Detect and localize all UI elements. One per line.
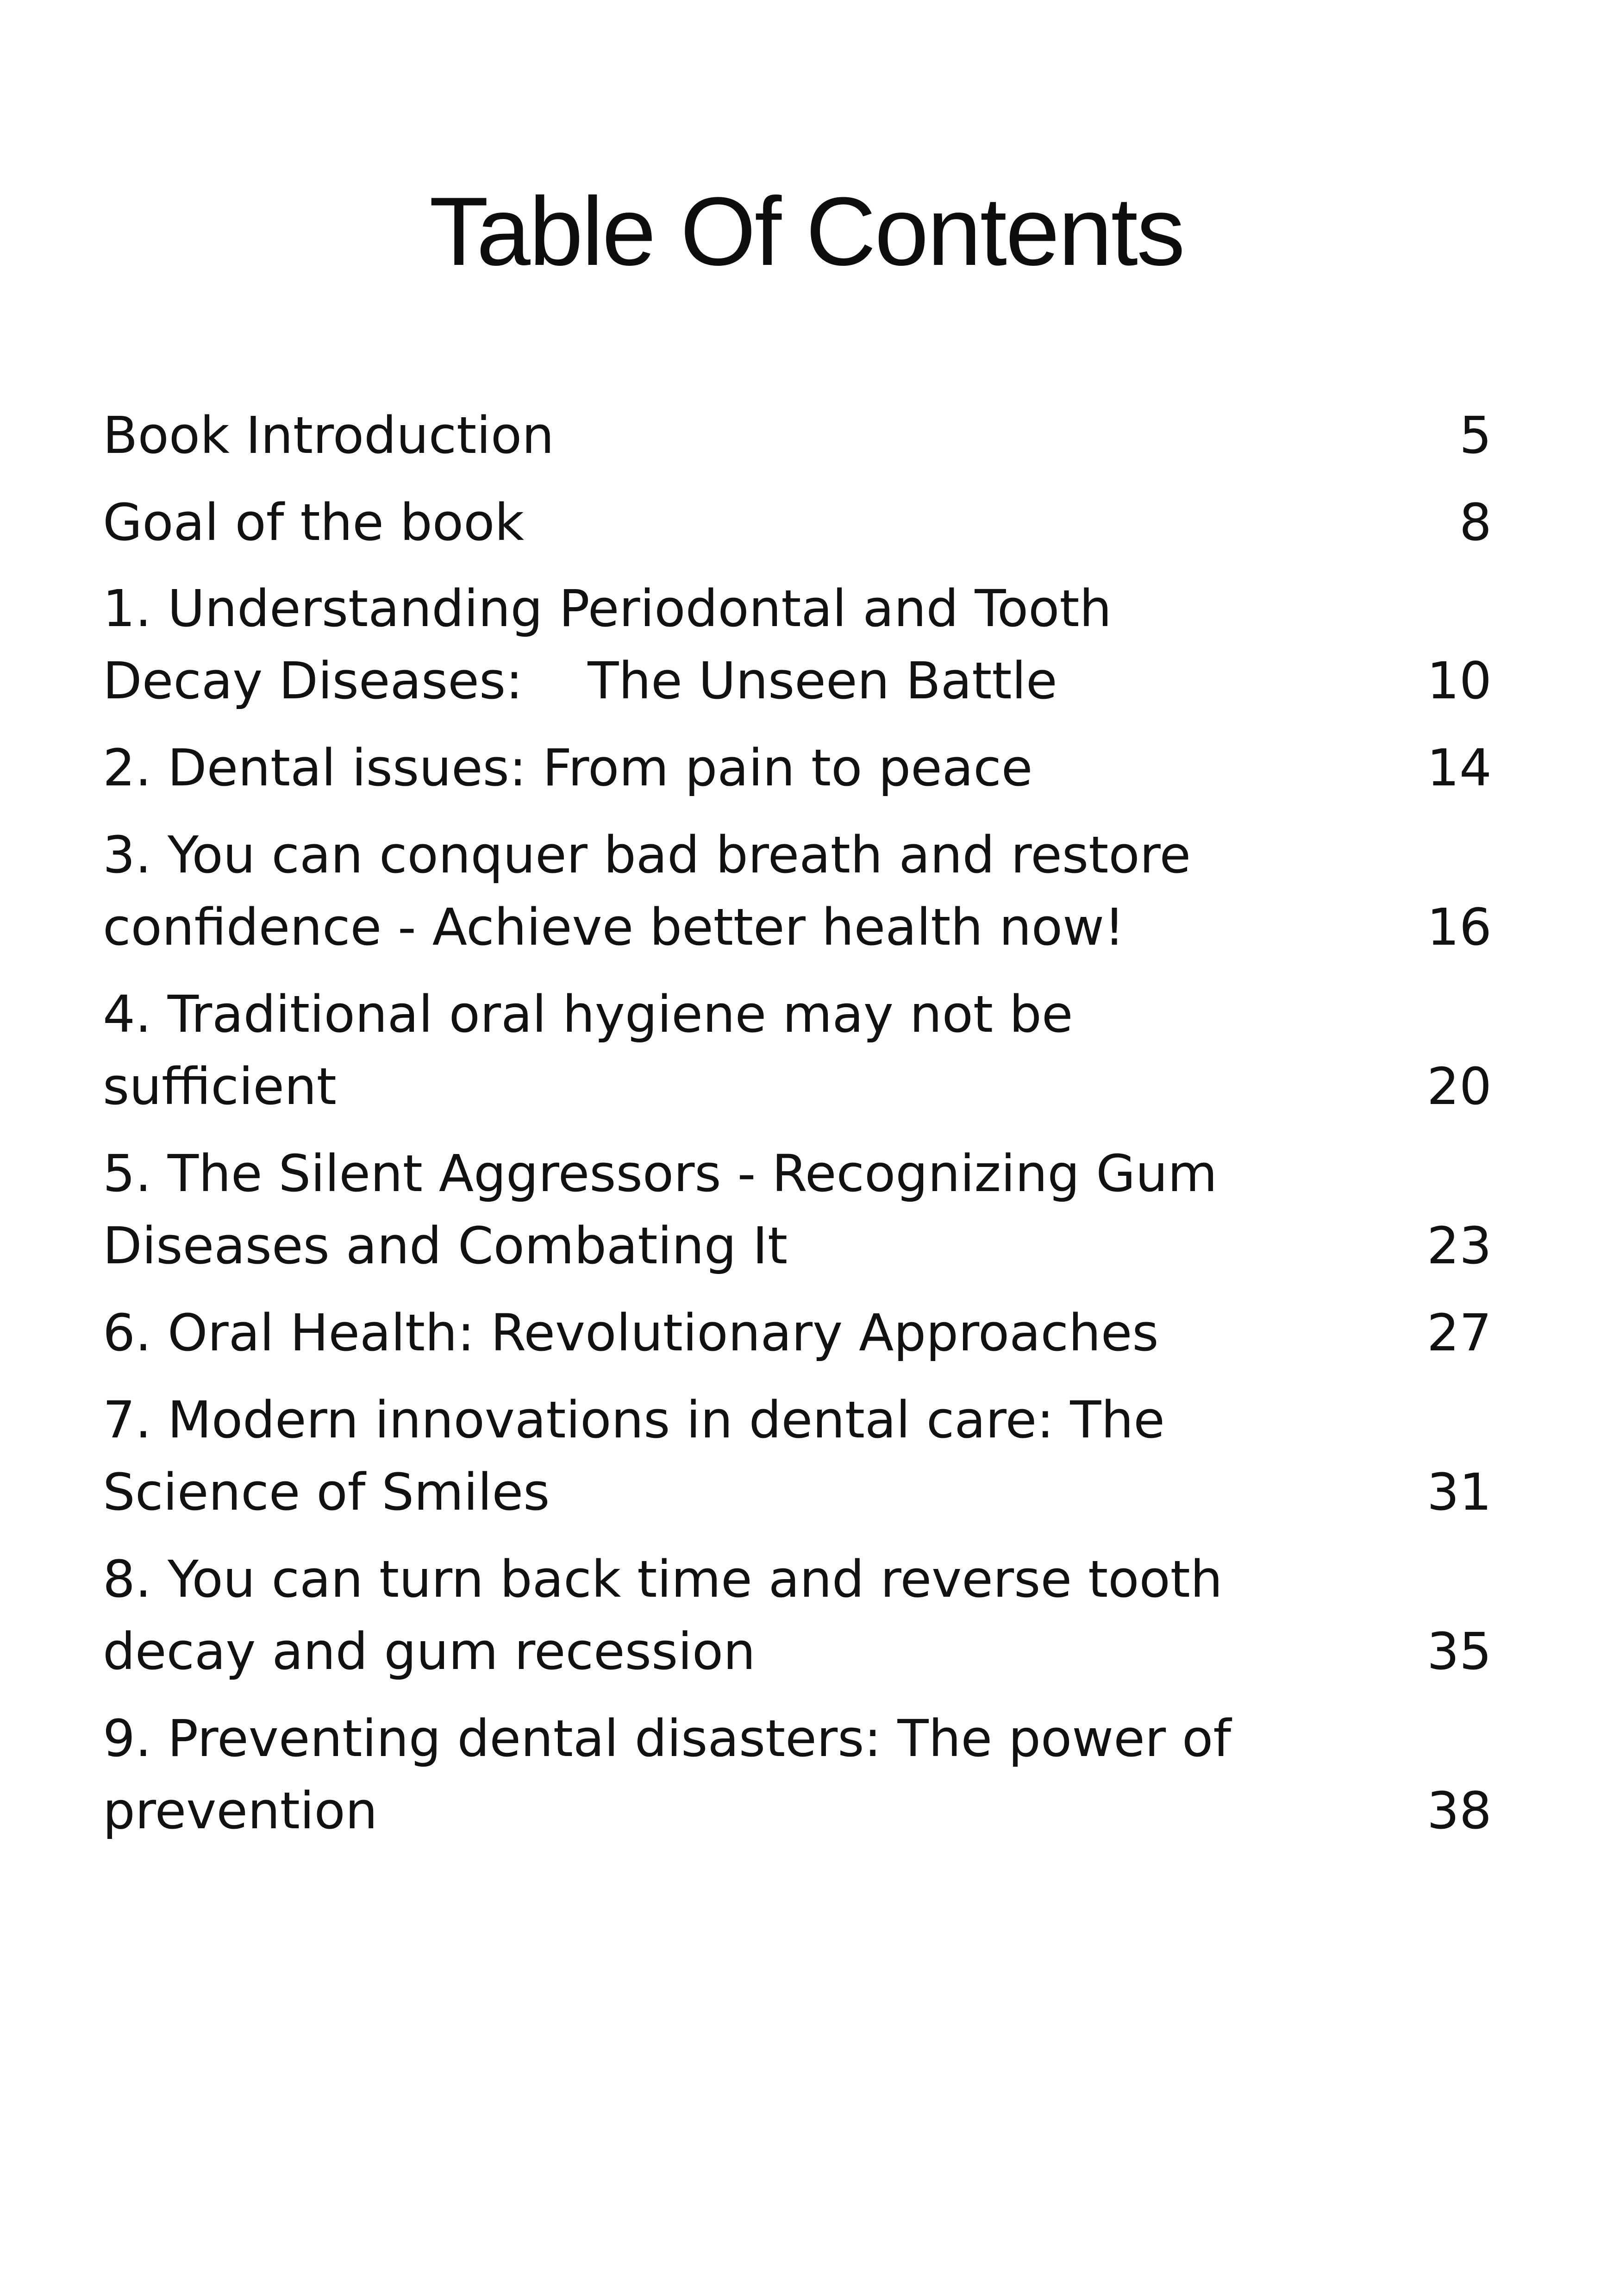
toc-entry-title <box>103 486 1269 558</box>
toc-entry-chapter-4 <box>103 978 1492 1123</box>
toc-entry-book-introduction <box>103 399 1492 471</box>
toc-entry-page-number: 20 <box>1427 1057 1492 1116</box>
toc-entry-line: Goal of the book <box>103 493 525 552</box>
toc-entry-title <box>103 1297 1269 1369</box>
toc-entry-line: prevention <box>103 1781 378 1840</box>
toc-entry-line: 5. The Silent Aggressors - Recognizing Gum <box>103 1144 1218 1203</box>
toc-entry-line: Science of Smiles <box>103 1462 550 1522</box>
toc-entry-line: Diseases and Combating It <box>103 1216 788 1275</box>
toc-entry-line: 8. You can turn back time and reverse tooth <box>103 1549 1223 1609</box>
toc-entry-line: 4. Traditional oral hygiene may not be <box>103 985 1073 1044</box>
toc-entry-page-number: 35 <box>1427 1622 1492 1681</box>
toc-entry-chapter-3 <box>103 819 1492 963</box>
toc-entry-page-number: 38 <box>1427 1781 1492 1840</box>
toc-entry-line: confidence - Achieve better health now! <box>103 897 1125 957</box>
toc-entry-chapter-8 <box>103 1543 1492 1687</box>
toc-entry-title <box>103 1384 1269 1528</box>
toc-entry-line: 7. Modern innovations in dental care: The <box>103 1390 1165 1449</box>
toc-entry-line: sufficient <box>103 1057 337 1116</box>
toc-entry-page-number: 27 <box>1427 1303 1492 1362</box>
toc-entry-title <box>103 1702 1269 1847</box>
toc-entry-page-number: 16 <box>1427 897 1492 957</box>
toc-entry-title <box>103 1137 1269 1282</box>
toc-entry-title <box>103 399 1269 471</box>
toc-entry-line: 1. Understanding Periodontal and Tooth <box>103 579 1112 638</box>
toc-entry-page-number: 5 <box>1459 406 1492 465</box>
toc-entry-chapter-1 <box>103 572 1492 717</box>
toc-entry-title <box>103 978 1269 1123</box>
toc-entry-title <box>103 1543 1269 1687</box>
toc-entry-page-number: 31 <box>1427 1462 1492 1522</box>
toc-entry-title <box>103 732 1269 804</box>
toc-entry-page-number: 10 <box>1427 651 1492 710</box>
toc-entry-chapter-2 <box>103 732 1492 804</box>
toc-entry-title <box>103 572 1269 717</box>
toc-entry-chapter-7 <box>103 1384 1492 1528</box>
toc-entry-page-number: 14 <box>1427 738 1492 797</box>
toc-entry-page-number: 8 <box>1459 493 1492 552</box>
toc-entry-chapter-9 <box>103 1702 1492 1847</box>
toc-entry-line: 2. Dental issues: From pain to peace <box>103 738 1033 797</box>
toc-entry-line: decay and gum recession <box>103 1622 756 1681</box>
toc-entry-line: 6. Oral Health: Revolutionary Approaches <box>103 1303 1159 1362</box>
toc-entry-line: Decay Diseases: The Unseen Battle <box>103 651 1057 710</box>
toc-entry-page-number: 23 <box>1427 1216 1492 1275</box>
toc-entry-line: 9. Preventing dental disasters: The power of <box>103 1709 1232 1768</box>
toc-entry-chapter-5 <box>103 1137 1492 1282</box>
toc-entry-title <box>103 819 1269 963</box>
toc-entry-chapter-6 <box>103 1297 1492 1369</box>
page-title: Table Of Contents <box>429 177 1184 286</box>
toc-entry-line: 3. You can conquer bad breath and restore <box>103 825 1191 885</box>
toc-entry-line: Book Introduction <box>103 406 554 465</box>
toc-entry-goal-of-the-book <box>103 486 1492 558</box>
